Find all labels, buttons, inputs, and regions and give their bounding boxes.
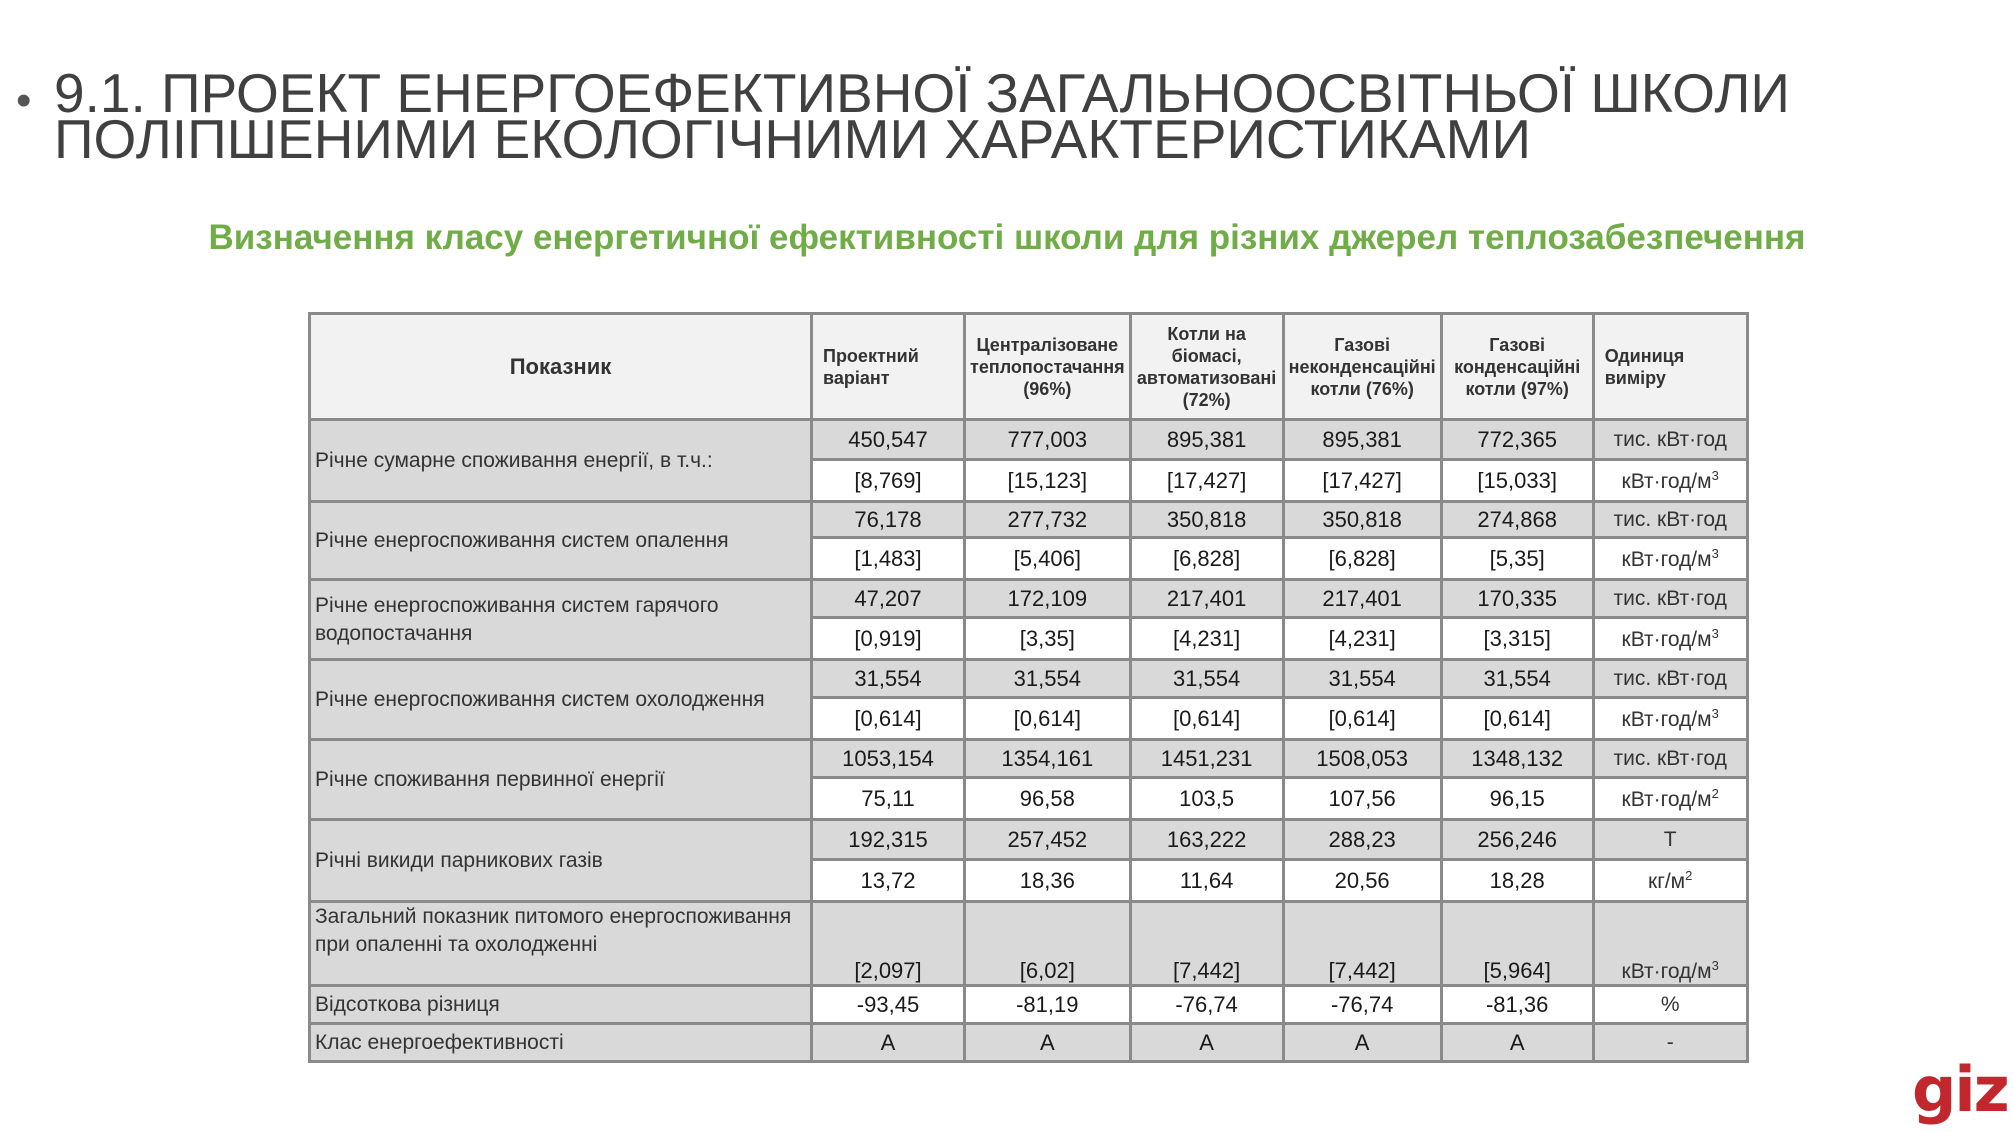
cell-unit: тис. кВт·год	[1593, 740, 1747, 778]
cell-value: 20,56	[1283, 860, 1441, 902]
row-label: Клас енергоефективності	[310, 1024, 812, 1062]
cell-value: 75,11	[812, 778, 965, 820]
cell-value: [2,097]	[812, 902, 965, 986]
table-row	[310, 820, 1748, 860]
unit-text: кг/м	[1648, 869, 1686, 893]
page-title-line-2: ПОЛІПШЕНИМИ ЕКОЛОГІЧНИМИ ХАРАКТЕРИСТИКАМИ	[54, 108, 1531, 170]
cell-value: 257,452	[965, 820, 1131, 860]
giz-logo: giz	[1912, 1053, 2008, 1126]
cell-value: [0,614]	[812, 698, 965, 740]
cell-value: 18,28	[1441, 860, 1593, 902]
cell-value: 103,5	[1130, 778, 1283, 820]
cell-value: [6,828]	[1130, 538, 1283, 580]
cell-value: [0,614]	[965, 698, 1131, 740]
cell-value: [7,442]	[1283, 902, 1441, 986]
cell-value: -81,36	[1441, 986, 1593, 1024]
cell-value: [3,35]	[965, 618, 1131, 660]
unit-text: кВт·год/м	[1621, 787, 1712, 811]
cell-value: [6,828]	[1283, 538, 1441, 580]
cell-value: -81,19	[965, 986, 1131, 1024]
cell-value: 288,23	[1283, 820, 1441, 860]
cell-value: 1348,132	[1441, 740, 1593, 778]
cell-value: -93,45	[812, 986, 965, 1024]
unit-superscript: 3	[1711, 625, 1719, 641]
cell-unit	[1593, 698, 1747, 740]
cell-value: 1451,231	[1130, 740, 1283, 778]
table-row	[310, 740, 1748, 778]
table-row	[310, 902, 1748, 986]
cell-unit	[1593, 860, 1747, 902]
cell-value: 350,818	[1283, 502, 1441, 538]
cell-value: 274,868	[1441, 502, 1593, 538]
row-label: Річне енергоспоживання систем гарячого водопостачання	[310, 580, 812, 660]
cell-value: 18,36	[965, 860, 1131, 902]
cell-value: [0,614]	[1130, 698, 1283, 740]
cell-value: 47,207	[812, 580, 965, 618]
cell-value: 31,554	[1441, 660, 1593, 698]
cell-value: [8,769]	[812, 460, 965, 502]
cell-value: 13,72	[812, 860, 965, 902]
cell-unit	[1593, 618, 1747, 660]
title-bullet: •	[16, 76, 32, 125]
page-title-line-1: 9.1. ПРОЕКТ ЕНЕРГОЕФЕКТИВНОЇ ЗАГАЛЬНООСВІТНЬОЇ ШКОЛИ	[54, 62, 1790, 124]
table-row	[310, 1024, 1748, 1062]
cell-value: [15,123]	[965, 460, 1131, 502]
cell-value: 107,56	[1283, 778, 1441, 820]
cell-value: 31,554	[965, 660, 1131, 698]
cell-value: [17,427]	[1130, 460, 1283, 502]
cell-value: 76,178	[812, 502, 965, 538]
cell-value: A	[1130, 1024, 1283, 1062]
cell-unit: тис. кВт·год	[1593, 502, 1747, 538]
cell-value: 163,222	[1130, 820, 1283, 860]
cell-value: 1053,154	[812, 740, 965, 778]
unit-superscript: 3	[1711, 467, 1719, 483]
row-label: Річне сумарне споживання енергії, в т.ч.:	[310, 420, 812, 502]
cell-value: 277,732	[965, 502, 1131, 538]
cell-value: [7,442]	[1130, 902, 1283, 986]
header-district-heating: Централізоване теплопостачання (96%)	[965, 314, 1131, 420]
table-row	[310, 420, 1748, 460]
page-title	[54, 62, 1916, 170]
cell-value: 895,381	[1130, 420, 1283, 460]
cell-unit	[1593, 460, 1747, 502]
cell-value: 31,554	[812, 660, 965, 698]
cell-value: 172,109	[965, 580, 1131, 618]
cell-value: 192,315	[812, 820, 965, 860]
cell-value: 350,818	[1130, 502, 1283, 538]
cell-value: [15,033]	[1441, 460, 1593, 502]
table-row	[310, 502, 1748, 538]
row-label: Загальний показник питомого енергоспоживання при опаленні та охолодженні	[310, 902, 812, 986]
cell-value: [0,614]	[1441, 698, 1593, 740]
cell-value: A	[1441, 1024, 1593, 1062]
cell-value: [5,35]	[1441, 538, 1593, 580]
unit-text: кВт·год/м	[1621, 960, 1712, 983]
cell-value: [3,315]	[1441, 618, 1593, 660]
table-row	[310, 580, 1748, 618]
cell-value: A	[965, 1024, 1131, 1062]
unit-superscript: 2	[1685, 867, 1693, 883]
cell-value: -76,74	[1283, 986, 1441, 1024]
header-biomass-boilers: Котли на біомасі, автоматизовані (72%)	[1130, 314, 1283, 420]
header-gas-condensing: Газові конденсаційні котли (97%)	[1441, 314, 1593, 420]
cell-value: [0,614]	[1283, 698, 1441, 740]
unit-text: кВт·год/м	[1621, 469, 1712, 493]
cell-unit: тис. кВт·год	[1593, 660, 1747, 698]
cell-value: 217,401	[1283, 580, 1441, 618]
cell-value: 11,64	[1130, 860, 1283, 902]
energy-efficiency-table	[308, 312, 1749, 1063]
cell-value: A	[1283, 1024, 1441, 1062]
table-body	[310, 420, 1748, 1062]
table-row	[310, 660, 1748, 698]
cell-unit	[1593, 986, 1747, 1024]
table-row	[310, 986, 1748, 1024]
cell-unit	[1593, 538, 1747, 580]
cell-value: 1354,161	[965, 740, 1131, 778]
unit-superscript: 3	[1711, 705, 1719, 721]
unit-text: -	[1666, 1030, 1674, 1054]
cell-value: [5,964]	[1441, 902, 1593, 986]
cell-value: [5,406]	[965, 538, 1131, 580]
cell-value: 170,335	[1441, 580, 1593, 618]
unit-text: %	[1660, 992, 1680, 1016]
cell-value: 777,003	[965, 420, 1131, 460]
cell-value: 217,401	[1130, 580, 1283, 618]
cell-value: [17,427]	[1283, 460, 1441, 502]
cell-value: 895,381	[1283, 420, 1441, 460]
cell-unit	[1593, 902, 1747, 986]
cell-value: 96,58	[965, 778, 1131, 820]
header-unit: Одиниця виміру	[1593, 314, 1747, 420]
cell-unit: тис. кВт·год	[1593, 420, 1747, 460]
table-caption: Визначення класу енергетичної ефективності школи для різних джерел теплозабезпечення	[208, 218, 1806, 257]
cell-value: 96,15	[1441, 778, 1593, 820]
header-project-variant: Проектний варіант	[812, 314, 965, 420]
row-label: Відсоткова різниця	[310, 986, 812, 1024]
cell-value: [0,919]	[812, 618, 965, 660]
row-label: Річні викиди парникових газів	[310, 820, 812, 902]
unit-superscript: 3	[1711, 958, 1719, 973]
unit-superscript: 3	[1711, 545, 1719, 561]
row-label: Річне енергоспоживання систем опалення	[310, 502, 812, 580]
cell-value: 31,554	[1283, 660, 1441, 698]
cell-value: 1508,053	[1283, 740, 1441, 778]
row-label: Річне енергоспоживання систем охолодження	[310, 660, 812, 740]
cell-value: 256,246	[1441, 820, 1593, 860]
cell-value: 450,547	[812, 420, 965, 460]
cell-unit	[1593, 1024, 1747, 1062]
cell-value: A	[812, 1024, 965, 1062]
unit-text: кВт·год/м	[1621, 547, 1712, 571]
row-label: Річне споживання первинної енергії	[310, 740, 812, 820]
unit-text: кВт·год/м	[1621, 707, 1712, 731]
unit-text: кВт·год/м	[1621, 627, 1712, 651]
cell-value: 772,365	[1441, 420, 1593, 460]
cell-unit	[1593, 778, 1747, 820]
cell-value: [4,231]	[1283, 618, 1441, 660]
cell-unit: тис. кВт·год	[1593, 580, 1747, 618]
title-block	[16, 62, 1916, 170]
cell-value: [1,483]	[812, 538, 965, 580]
header-indicator: Показник	[310, 314, 812, 420]
cell-value: [6,02]	[965, 902, 1131, 986]
cell-value: -76,74	[1130, 986, 1283, 1024]
header-gas-noncondensing: Газові неконденсаційні котли (76%)	[1283, 314, 1441, 420]
cell-unit: Т	[1593, 820, 1747, 860]
cell-value: 31,554	[1130, 660, 1283, 698]
table-header-row	[310, 314, 1748, 420]
cell-value: [4,231]	[1130, 618, 1283, 660]
unit-superscript: 2	[1711, 785, 1719, 801]
